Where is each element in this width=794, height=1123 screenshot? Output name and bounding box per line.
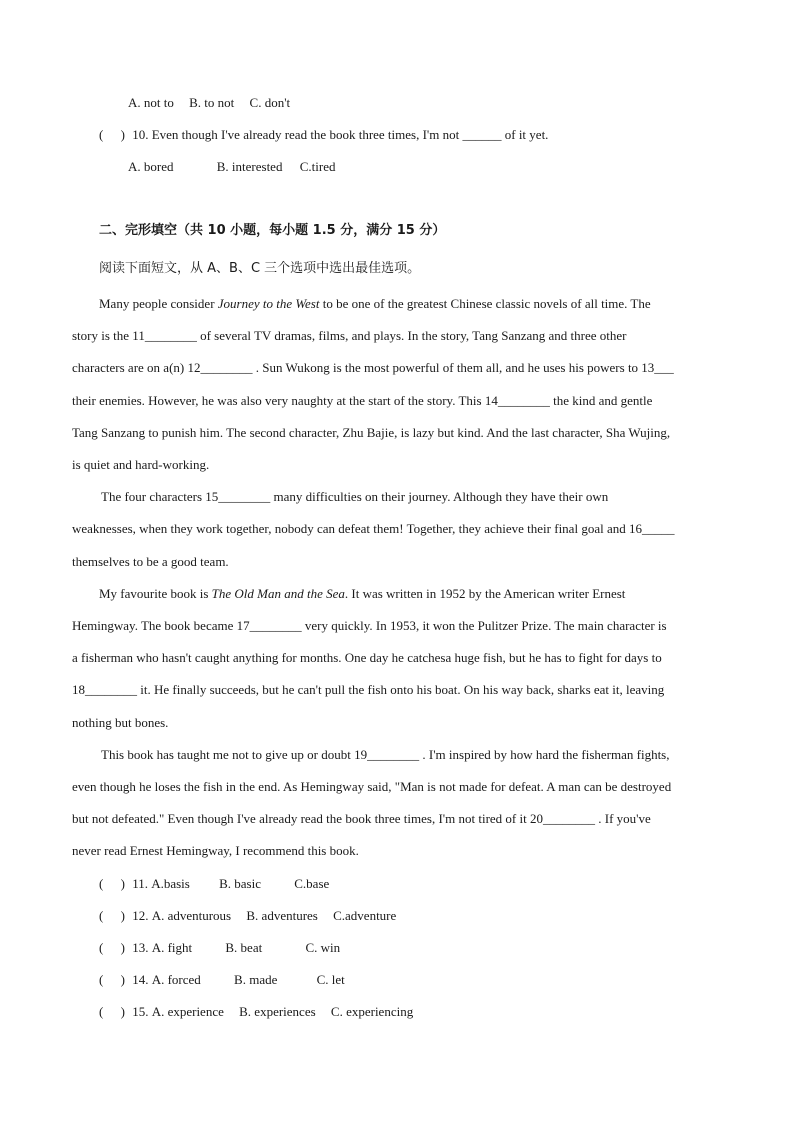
answer-paren-open: ( xyxy=(99,876,104,891)
option-c: C. let xyxy=(316,972,345,987)
option-b: B. beat xyxy=(225,940,263,955)
q10-option-b: B. interested xyxy=(216,159,283,174)
option-b: B. basic xyxy=(219,876,261,891)
answer-paren-open: ( xyxy=(99,908,104,923)
answer-paren-close: ) xyxy=(120,1004,125,1019)
option-b: B. experiences xyxy=(239,1004,316,1019)
passage-p1-line1 xyxy=(99,296,651,312)
passage-p3-line1 xyxy=(99,586,625,602)
option-c: C.base xyxy=(294,876,330,891)
q9-option-a: A. not to xyxy=(128,95,174,110)
answer-paren-open: ( xyxy=(99,940,104,955)
q10-stem: 10. Even though I've already read the book three times, I'm not ______ of it yet. xyxy=(132,127,549,142)
question-number: 11. xyxy=(132,876,148,891)
answer-paren-open: ( xyxy=(99,972,104,987)
answer-paren-close: ) xyxy=(120,127,125,142)
passage-p2-line1: The four characters 15________ many difficulties on their journey. Although they have their own xyxy=(101,489,609,504)
question-number: 15. xyxy=(132,1004,149,1019)
q9-option-b: B. to not xyxy=(189,95,235,110)
option-c: C.adventure xyxy=(333,908,397,923)
book-title-old-man: The Old Man and the Sea xyxy=(211,586,345,601)
passage-p3-line3: a fisherman who hasn't caught anything for months. One day he catchesa huge fish, but he has to fight for days to xyxy=(72,650,662,665)
q9-options xyxy=(128,95,290,111)
question-row xyxy=(99,940,340,956)
answer-paren-open: ( xyxy=(99,1004,104,1019)
question-row xyxy=(99,908,396,924)
option-a: A. experience xyxy=(151,1004,224,1019)
passage-p3-line2: Hemingway. The book became 17________ very quickly. In 1953, it won the Pulitzer Prize. The main character is xyxy=(72,618,667,633)
question-row xyxy=(99,1004,413,1020)
passage-p1-line3: characters are on a(n) 12________ . Sun Wukong is the most powerful of them all, and he uses his powers to 13___ xyxy=(72,360,674,375)
question-row xyxy=(99,876,329,892)
section-heading: 二、完形填空（共 10 小题，每小题 1.5 分，满分 15 分） xyxy=(99,223,446,238)
q10-option-a: A. bored xyxy=(128,159,174,174)
passage-text: . It was written in 1952 by the American writer Ernest xyxy=(344,586,626,601)
passage-p4-line3: but not defeated." Even though I've already read the book three times, I'm not tired of it 20________ . If you've xyxy=(72,811,651,826)
answer-paren-close: ) xyxy=(120,876,125,891)
passage-text: to be one of the greatest Chinese classic novels of all time. The xyxy=(319,296,651,311)
option-a: A. fight xyxy=(151,940,193,955)
option-b: B. adventures xyxy=(246,908,318,923)
passage-p4-line4: never read Ernest Hemingway, I recommend this book. xyxy=(72,843,359,858)
question-number: 14. xyxy=(132,972,149,987)
passage-p4-line1: This book has taught me not to give up or doubt 19________ . I'm inspired by how hard the fisherman fights, xyxy=(101,747,670,762)
passage-p1-line4: their enemies. However, he was also very naughty at the start of the story. This 14________ the kind and gentle xyxy=(72,393,653,408)
section-instruction: 阅读下面短文，从 A、B、C 三个选项中选出最佳选项。 xyxy=(99,261,421,276)
passage-p2-line3: themselves to be a good team. xyxy=(72,554,229,569)
answer-paren-open: ( xyxy=(99,127,104,142)
q10-option-c: C.tired xyxy=(299,159,336,174)
passage-p2-line2: weaknesses, when they work together, nobody can defeat them! Together, they achieve their final goal and 16_____ xyxy=(72,521,675,536)
option-a: A. forced xyxy=(151,972,201,987)
option-c: C. win xyxy=(305,940,341,955)
q10-options xyxy=(128,159,335,175)
passage-p3-line4: 18________ it. He finally succeeds, but he can't pull the fish onto his boat. On his way back, sharks eat it, leaving xyxy=(72,682,665,697)
book-title-journey: Journey to the West xyxy=(217,296,320,311)
passage-p3-line5: nothing but bones. xyxy=(72,715,169,730)
option-a: A.basis xyxy=(151,876,190,891)
option-c: C. experiencing xyxy=(330,1004,414,1019)
question-number: 12. xyxy=(132,908,149,923)
q10-stem-line xyxy=(99,127,548,143)
answer-paren-close: ) xyxy=(120,972,125,987)
question-row xyxy=(99,972,345,988)
passage-text: Many people consider xyxy=(99,296,218,311)
answer-paren-close: ) xyxy=(120,940,125,955)
question-number: 13. xyxy=(132,940,149,955)
option-a: A. adventurous xyxy=(151,908,232,923)
answer-paren-close: ) xyxy=(120,908,125,923)
option-b: B. made xyxy=(234,972,278,987)
passage-p1-line6: is quiet and hard-working. xyxy=(72,457,210,472)
passage-text: My favourite book is xyxy=(99,586,212,601)
passage-p1-line5: Tang Sanzang to punish him. The second character, Zhu Bajie, is lazy but kind. And the last character, Sha Wujing, xyxy=(72,425,671,440)
passage-p4-line2: even though he loses the fish in the end. As Hemingway said, "Man is not made for defeat. A man can be destroyed xyxy=(72,779,672,794)
passage-p1-line2: story is the 11________ of several TV dramas, films, and plays. In the story, Tang Sanzang and three other xyxy=(72,328,627,343)
q9-option-c: C. don't xyxy=(249,95,291,110)
